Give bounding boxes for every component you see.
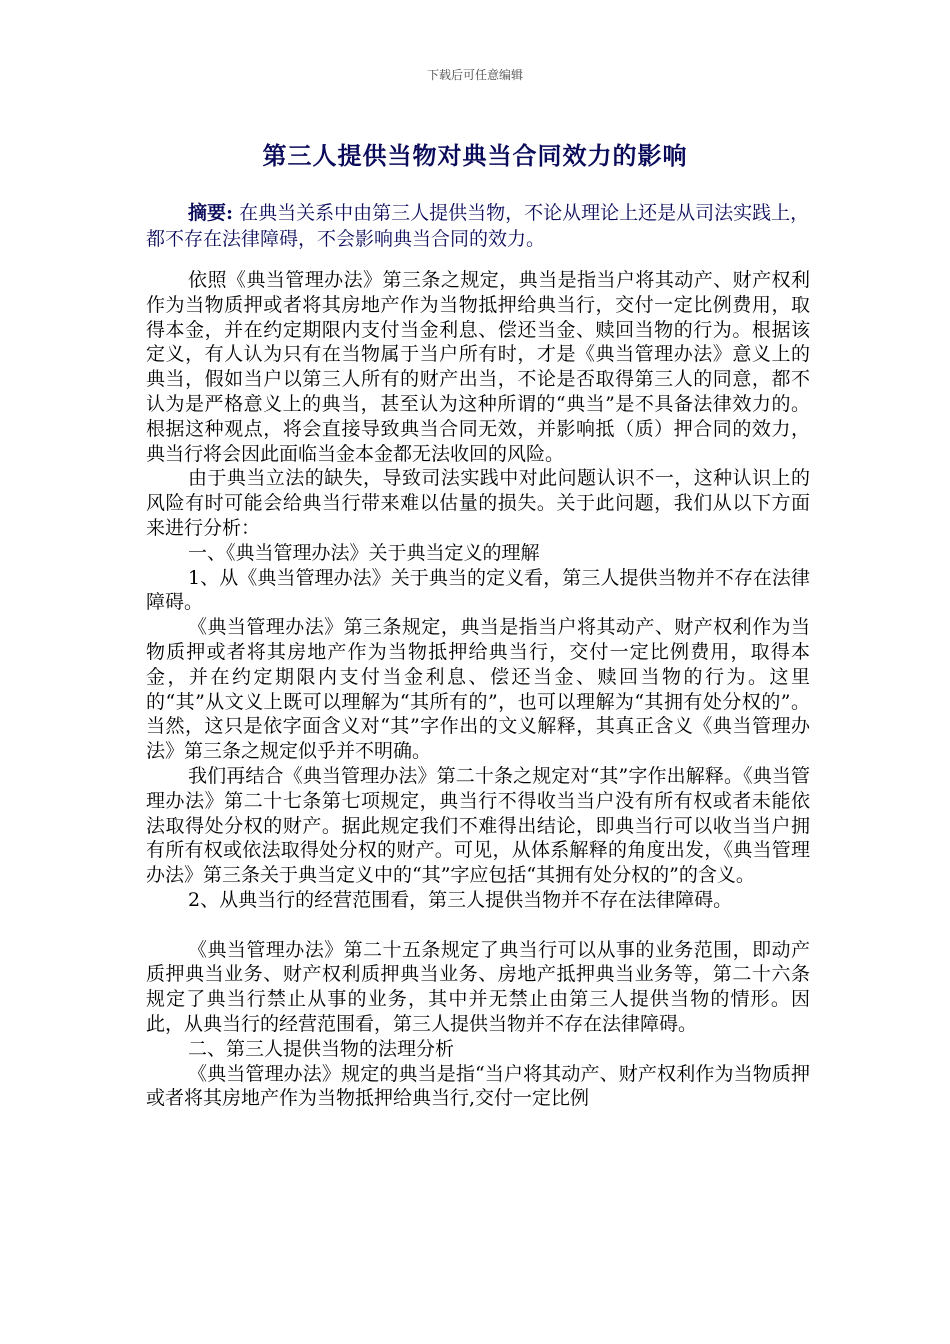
subsection-heading: 2、从典当行的经营范围看，第三人提供当物并不存在法律障碍。 [188, 888, 733, 911]
document-body [146, 268, 810, 1111]
paragraph: 《典当管理办法》第二十五条规定了典当行可以从事的业务范围，即动产质押典当业务、财产权利质押典当业务、房地产抵押典当业务等，第二十六条规定了典当行禁止从事的业务，其中并无禁止由第三人提供当物的情形。因此，从典当行的经营范围看，第三人提供当物并不存在法律障碍。 [146, 938, 810, 1035]
abstract-text: 在典当关系中由第三人提供当物，不论从理论上还是从司法实践上，都不存在法律障碍，不会影响典当合同的效力。 [146, 202, 810, 250]
blank-line [146, 913, 810, 938]
abstract-label: 摘要: [188, 202, 234, 224]
paragraph: 依照《典当管理办法》第三条之规定，典当是指当户将其动产、财产权利作为当物质押或者将其房地产作为当物抵押给典当行，交付一定比例费用，取得本金，并在约定期限内支付当金利息、偿还当金、赎回当物的行为。根据该定义，有人认为只有在当物属于当户所有时，才是《典当管理办法》意义上的典当，假如当户以第三人所有的财产出当，不论是否取得第三人的同意，都不认为是严格意义上的典当，甚至认为这种所谓的“典当”是不具备法律效力的。根据这种观点，将会直接导致典当合同无效，并影响抵（质）押合同的效力，典当行将会因此面临当金本金都无法收回的风险。 [146, 269, 810, 465]
paragraph: 由于典当立法的缺失，导致司法实践中对此问题认识不一，这种认识上的风险有时可能会给典当行带来难以估量的损失。关于此问题，我们从以下方面来进行分析： [146, 467, 810, 539]
document-title: 第三人提供当物对典当合同效力的影响 [262, 141, 688, 170]
section-heading: 二、第三人提供当物的法理分析 [188, 1037, 455, 1060]
paragraph: 《典当管理办法》规定的典当是指“当户将其动产、财产权利作为当物质押或者将其房地产作为当物抵押给典当行,交付一定比例 [146, 1062, 810, 1110]
paragraph: 《典当管理办法》第三条规定，典当是指当户将其动产、财产权利作为当物质押或者将其房地产作为当物抵押给典当行，交付一定比例费用，取得本金，并在约定期限内支付当金利息、偿还当金、赎回当物的行为。这里的“其”从文义上既可以理解为“其所有的”，也可以理解为“其拥有处分权的”。当然，这只是依字面含义对“其”字作出的文义解释，其真正含义《典当管理办法》第三条之规定似乎并不明确。 [146, 616, 810, 763]
subsection-heading: 1、从《典当管理办法》关于典当的定义看，第三人提供当物并不存在法律障碍。 [146, 566, 810, 614]
paragraph: 我们再结合《典当管理办法》第二十条之规定对“其”字作出解释。《典当管理办法》第二十七条第七项规定，典当行不得收当当户没有所有权或者未能依法取得处分权的财产。据此规定我们不难得出结论，即典当行可以收当当户拥有所有权或依法取得处分权的财产。可见，从体系解释的角度出发，《典当管理办法》第三条关于典当定义中的“其”字应包括“其拥有处分权的”的含义。 [146, 764, 810, 887]
abstract [146, 200, 810, 252]
section-heading: 一、《典当管理办法》关于典当定义的理解 [188, 541, 540, 564]
page-header: 下载后可任意编辑 [426, 68, 523, 82]
